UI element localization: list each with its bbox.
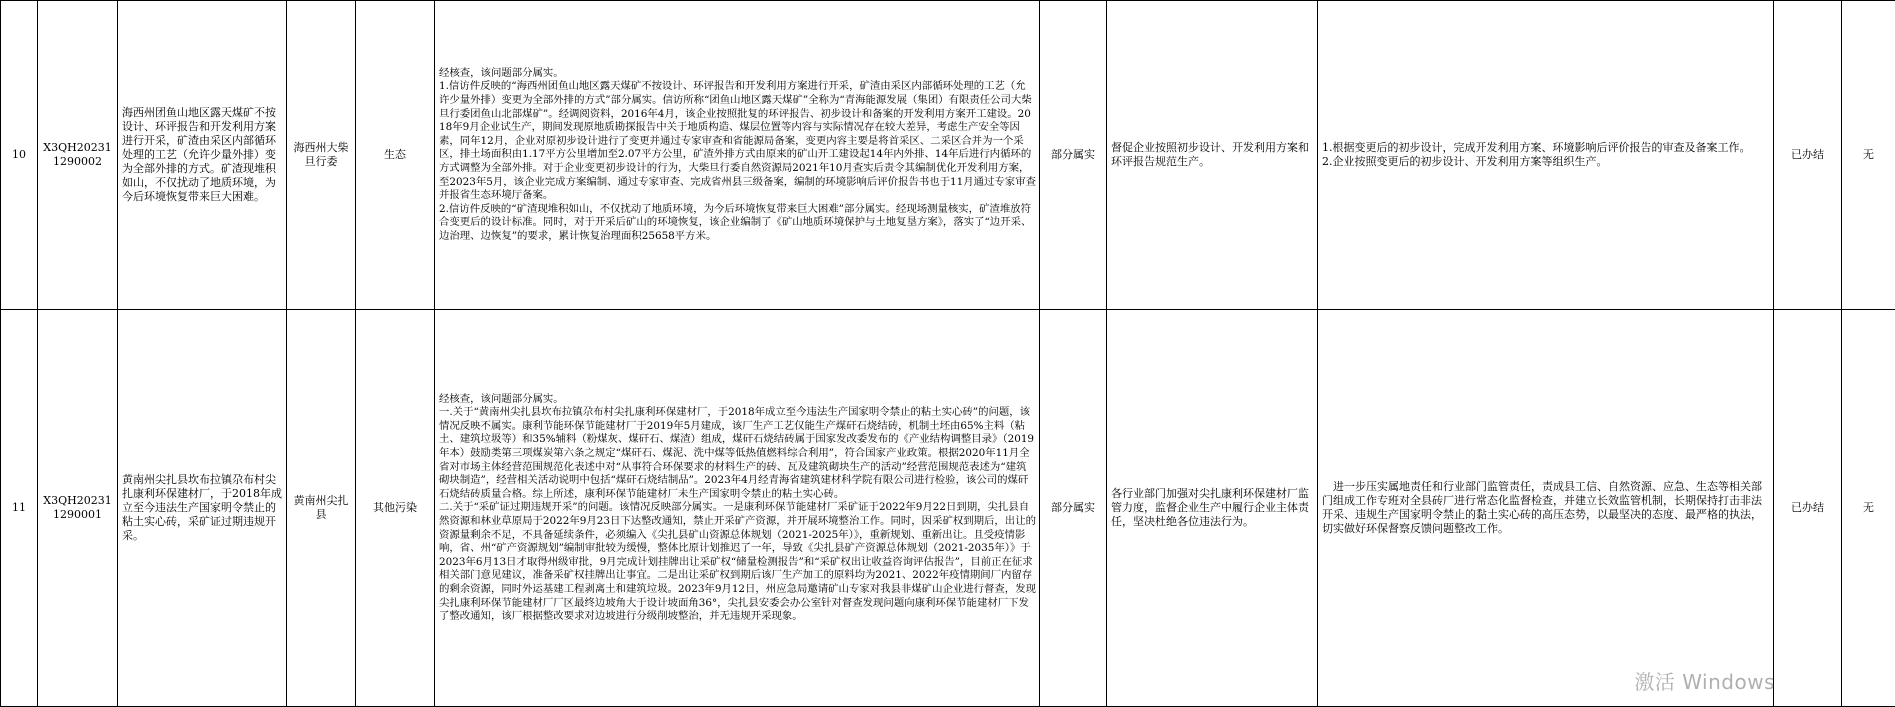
verification-paragraph: 一.关于“黄南州尖扎县坎布拉镇尕布村尖扎康利环保建材厂，于2018年成立至今违法生产国家明令禁止的粘土实心砖”的问题，该情况反映不属实。康利节能环保节能建材厂于2019年5月建成，该厂生产工艺仅能生产煤矸石烧结砖，机制土坯由65%主料（粘土、建筑垃圾等）和35%辅料（粉煤灰、煤矸石、煤渣）组成，煤矸石烧结砖属于国家发改委发布的《产业结构调整目录》（2019年本）鼓励类第三项煤炭第六条之规定“煤矸石、煤泥、洗中煤等低热值燃料综合利用”，符合国家产业政策。根据2020年11月全省对市场主体经营范围规范化表述中对“从事符合环保要求的材料生产的砖、瓦及建筑砌块生产的活动”经营范围规范表述为“建筑砌块制造”，经营相关活动说明中包括“煤矸石烧结制品”。2023年4月经青海省建筑建材科学院有限公司进行检验，该公司的煤矸石烧结砖质量合格。综上所述，康利环保节能建材厂未生产国家明令禁止的粘土实心砖。: [439, 406, 1035, 500]
handling-measures: 各行业部门加强对尖扎康利环保建材厂监管力度，监督企业生产中履行企业主体责任，坚决杜绝各位违法行为。: [1107, 310, 1318, 707]
handling-measures: 督促企业按照初步设计、开发利用方案和环评报告规范生产。: [1107, 1, 1318, 310]
issue-description: 黄南州尖扎县坎布拉镇尕布村尖扎康利环保建材厂，于2018年成立至今违法生产国家明令禁止的粘土实心砖，采矿证过期违规开采。: [118, 310, 287, 707]
verification-result: 部分属实: [1040, 1, 1107, 310]
verification-details: [435, 1, 1040, 310]
case-status: 已办结: [1774, 310, 1842, 707]
pollution-type: 生态: [356, 1, 435, 310]
accountability: 无: [1842, 1, 1895, 310]
region: 海西州大柴旦行委: [287, 1, 356, 310]
case-code: X3QH202311290001: [38, 310, 118, 707]
windows-activation-watermark: 激活 Windows: [1634, 670, 1775, 694]
verification-paragraph: 经核查，该问题部分属实。: [439, 66, 564, 79]
rectification-paragraph: 1.根据变更后的初步设计，完成开发利用方案、环境影响后评价报告的审查及备案工作。: [1322, 141, 1751, 155]
verification-result: 部分属实: [1040, 310, 1107, 707]
rectification-measures: [1318, 310, 1774, 707]
verification-paragraph: 1.信访件反映的“海西州团鱼山地区露天煤矿不按设计、环评报告和开发利用方案进行开采，矿渣由采区内部循环处理的工艺（允许少量外排）变更为全部外排的方式”部分属实。信访所称“团鱼山地区露天煤矿”全称为“青海能源发展（集团）有限责任公司大柴旦行委团鱼山北部煤矿”。经调阅资料，2016年4月，该企业按照批复的环评报告、初步设计和备案的开发利用方案开工建设。2018年9月企业试生产，期间发现原地质勘探报告中关于地质构造、煤层位置等内容与实际情况存在较大差异，考虑生产安全等因素，同年12月，企业对原初步设计进行了变更并通过专家审查和省能源局备案，变更内容主要是将首采区、二采区合并为一个采区，排土场面积由1.17平方公里增加至2.07平方公里，矿渣外排方式由原来的矿山开工建设起14年内外排、14年后进行内循环的方式调整为全部外排。对于企业变更初步设计的行为，大柴旦行委自然资源局2021年10月查实后责令其编制优化开发利用方案，至2023年5月，该企业完成方案编制、通过专家审查、完成省州县三级备案，编制的环境影响后评价报告书也于11月通过专家审查并报省生态环境厅备案。: [439, 80, 1036, 202]
verification-paragraph: 2.信访件反映的“矿渣现堆积如山，不仅扰动了地质环境，为今后环境恢复带来巨大困难”部分属实。经现场测量核实，矿渣堆放符合变更后的设计标准。同时，对于开采后矿山的环境恢复，该企业编制了《矿山地质环境保护与土地复垦方案》，落实了“边开采、边治理、边恢复”的要求，累计恢复治理面积25658平方米。: [439, 202, 1032, 242]
row-number: 11: [1, 310, 38, 707]
region: 黄南州尖扎县: [287, 310, 356, 707]
rectification-paragraph: 2.企业按照变更后的初步设计、开发利用方案等组织生产。: [1322, 155, 1608, 169]
verification-paragraph: 二.关于“采矿证过期违规开采”的问题。该情况反映部分属实。一是康利环保节能建材厂采矿证于2022年9月22日到期，尖扎县自然资源和林业草原局于2022年9月23日下达整改通知，禁止开采矿产资源，并开展环境整治工作。同时，因采矿权到期后，出让的资源量剩余不足，不具备延续条件，必须编入《尖扎县矿山资源总体规划（2021-2025年）》，重新规划、重新出让。且受疫情影响，省、州“矿产资源规划”编制审批较为缓慢，整体比原计划推迟了一年，导致《尖扎县矿产资源总体规划（2021-2035年）》于2023年6月13日才取得州级审批，9月完成计划挂牌出让采矿权“储量检测报告”和“采矿权出让收益咨询评估报告”，目前正在征求相关部门意见建议，准备采矿权挂牌出让事宜。二是出让采矿权到期后该厂生产加工的原料均为2021、2022年疫情期间厂内留存的剩余资源，同时外运基建工程剥离土和建筑垃圾。2023年9月12日，州应急局邀请矿山专家对我县非煤矿山企业进行督查，发现尖扎康利环保节能建材厂厂区最终边坡角大于设计坡面角36°，尖扎县安委会办公室针对督查发现问题向康利环保节能建材厂下发了整改通知，该厂根据整改要求对边坡进行分级削坡整治，并无违规开采现象。: [439, 501, 1036, 623]
pollution-type: 其他污染: [356, 310, 435, 707]
rectification-measures: [1318, 1, 1774, 310]
issue-description: 海西州团鱼山地区露天煤矿不按设计、环评报告和开发利用方案进行开采，矿渣由采区内部循环处理的工艺（允许少量外排）变为全部外排的方式。矿渣现堆积如山，不仅扰动了地质环境，为今后环境恢复带来巨大困难。: [118, 1, 287, 310]
table-row: [1, 1, 1895, 310]
case-code: X3QH202311290002: [38, 1, 118, 310]
accountability: 无: [1842, 310, 1895, 707]
table-row: [1, 310, 1895, 707]
verification-details: [435, 310, 1040, 707]
case-status: 已办结: [1774, 1, 1842, 310]
verification-paragraph: 经核查，该问题部分属实。: [439, 392, 564, 405]
rectification-paragraph: 进一步压实属地责任和行业部门监管责任，责成县工信、自然资源、应急、生态等相关部门组成工作专班对全县砖厂进行常态化监督检查，并建立长效监管机制，长期保持打击非法开采、违规生产国家明令禁止的黏土实心砖的高压态势，以最坚决的态度、最严格的执法，切实做好环保督察反馈问题整改工作。: [1322, 480, 1762, 536]
row-number: 10: [1, 1, 38, 310]
